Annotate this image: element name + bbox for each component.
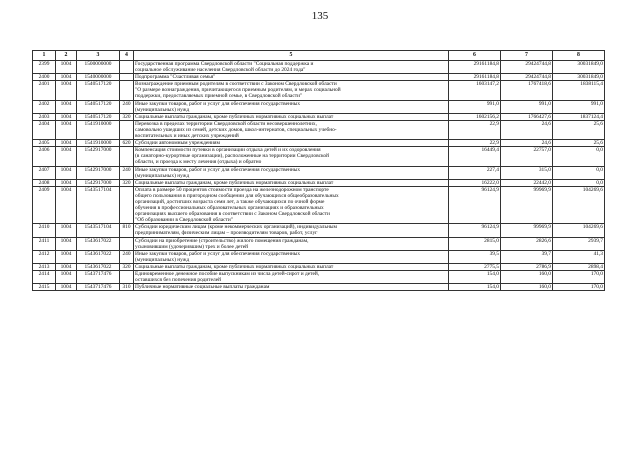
table-row [33, 166, 605, 179]
item-description: Социальные выплаты гражданам, кроме публичных нормативных социальных выплат [134, 179, 449, 186]
column-header: 2 [56, 51, 77, 61]
expense-type-code [120, 61, 134, 74]
row-number: 2412 [33, 250, 56, 263]
target-code: 1542917000 [77, 179, 120, 186]
amount-year-3: 41,3 [553, 250, 605, 263]
row-number: 2415 [33, 284, 56, 291]
item-description: Иные закупки товаров, работ и услуг для обеспечения государственных (муниципальных) нужд [134, 100, 449, 113]
amount-year-1: 29161184,8 [449, 74, 501, 81]
row-number: 2404 [33, 120, 56, 139]
table-row [33, 271, 605, 284]
amount-year-3: 170,0 [553, 284, 605, 291]
amount-year-1: 39,5 [449, 250, 501, 263]
item-description: Субсидии юридическим лицам (кроме некоммерческих организаций), индивидуальным предпринимателям, физическим лицам – производителям товаров, работ, услуг [134, 224, 449, 237]
amount-year-2: 24,6 [501, 140, 553, 147]
amount-year-3: 2898,4 [553, 263, 605, 270]
amount-year-1: 22,9 [449, 140, 501, 147]
amount-year-3: 0,0 [553, 166, 605, 179]
table-row [33, 263, 605, 270]
table-row [33, 284, 605, 291]
amount-year-3: 0,0 [553, 179, 605, 186]
expense-type-code: 620 [120, 140, 134, 147]
section-code: 1004 [56, 74, 77, 81]
expense-type-code [120, 237, 134, 250]
target-code: 1543517104 [77, 224, 120, 237]
table-row [33, 61, 605, 74]
item-description: Компенсация стоимости путевки в организации отдыха детей и их оздоровления (в санаторно-курортные организации), расположенные на территории Свердловской области, и проезда к месту лечения (отдыха) и обратно [134, 147, 449, 166]
expense-type-code [120, 186, 134, 224]
item-description: Публичные нормативные социальные выплаты гражданам [134, 284, 449, 291]
amount-year-3: 1837124,4 [553, 113, 605, 120]
section-code: 1004 [56, 61, 77, 74]
section-code: 1004 [56, 250, 77, 263]
target-code: 1500000000 [77, 61, 120, 74]
row-number: 2410 [33, 224, 56, 237]
amount-year-1: 22,9 [449, 120, 501, 139]
target-code: 1542917000 [77, 147, 120, 166]
amount-year-1: 154,0 [449, 271, 501, 284]
target-code: 1543517104 [77, 186, 120, 224]
section-code: 1004 [56, 120, 77, 139]
column-header: 4 [120, 51, 134, 61]
target-code: 1543617022 [77, 250, 120, 263]
row-number: 2399 [33, 61, 56, 74]
table-row [33, 250, 605, 263]
expense-type-code: 240 [120, 250, 134, 263]
expense-type-code: 310 [120, 284, 134, 291]
target-code: 1543717476 [77, 271, 120, 284]
section-code: 1004 [56, 263, 77, 270]
amount-year-2: 22757,0 [501, 147, 553, 166]
section-code: 1004 [56, 147, 77, 166]
row-number: 2400 [33, 74, 56, 81]
item-description: Единовременное денежное пособие выпускникам из числа детей-сирот и детей, оставшихся без попечения родителей [134, 271, 449, 284]
target-code: 1543617022 [77, 237, 120, 250]
table-row [33, 237, 605, 250]
amount-year-2: 2826,6 [501, 237, 553, 250]
row-number: 2402 [33, 100, 56, 113]
amount-year-2: 1767418,6 [501, 81, 553, 100]
item-description: Оплата в размере 50 процентов стоимости проезда на железнодорожном транспорте общего пользования в пригородном сообщении для обучающихся общеобразовательных организаций, достигших возраста семи лет, а также обучающихся по очной форме обучения в профессиональных образовательных организациях и образовательных организациях высшего образования в соответствии с Законом Свердловской области "Об образовании в Свердловской области" [134, 186, 449, 224]
amount-year-3: 25,6 [553, 140, 605, 147]
target-code: 1541910000 [77, 120, 120, 139]
item-description: Вознаграждение приемным родителям в соответствии с Законом Свердловской области "О размере вознаграждения, причитающегося приемным родителям, и мерах социальной поддержки, предоставляемых приемной семье, в Свердловской области" [134, 81, 449, 100]
amount-year-2: 160,0 [501, 271, 553, 284]
expense-type-code [120, 271, 134, 284]
table-row [33, 100, 605, 113]
table-row [33, 74, 605, 81]
expense-type-code [120, 120, 134, 139]
amount-year-3: 30031849,0 [553, 61, 605, 74]
amount-year-1: 2815,0 [449, 237, 501, 250]
column-header: 1 [33, 51, 56, 61]
section-code: 1004 [56, 237, 77, 250]
table-body [33, 61, 605, 291]
item-description: Субсидии автономным учреждениям [134, 140, 449, 147]
header-row [33, 51, 605, 61]
target-code: 1540000000 [77, 74, 120, 81]
row-number: 2407 [33, 166, 56, 179]
section-code: 1004 [56, 284, 77, 291]
target-code: 1543617022 [77, 263, 120, 270]
amount-year-2: 99969,9 [501, 224, 553, 237]
row-number: 2413 [33, 263, 56, 270]
target-code: 1540517120 [77, 81, 120, 100]
expense-type-code: 240 [120, 166, 134, 179]
amount-year-2: 315,0 [501, 166, 553, 179]
item-description: Субсидии на приобретение (строительство) жилого помещения гражданам, усыновившим (удочерившим) трех и более детей [134, 237, 449, 250]
section-code: 1004 [56, 81, 77, 100]
item-description: Иные закупки товаров, работ и услуг для обеспечения государственных (муниципальных) нужд [134, 166, 449, 179]
amount-year-2: 22442,0 [501, 179, 553, 186]
item-description: Социальные выплаты гражданам, кроме публичных нормативных социальных выплат [134, 263, 449, 270]
expense-type-code [120, 81, 134, 100]
section-code: 1004 [56, 140, 77, 147]
expense-type-code: 320 [120, 263, 134, 270]
target-code: 1540517120 [77, 100, 120, 113]
expense-type-code: 240 [120, 100, 134, 113]
amount-year-2: 1766427,6 [501, 113, 553, 120]
amount-year-2: 39,7 [501, 250, 553, 263]
section-code: 1004 [56, 100, 77, 113]
table-row [33, 147, 605, 166]
table-row [33, 113, 605, 120]
row-number: 2403 [33, 113, 56, 120]
section-code: 1004 [56, 186, 77, 224]
amount-year-1: 16222,0 [449, 179, 501, 186]
table-row [33, 186, 605, 224]
row-number: 2401 [33, 81, 56, 100]
row-number: 2405 [33, 140, 56, 147]
section-code: 1004 [56, 224, 77, 237]
row-number: 2408 [33, 179, 56, 186]
section-code: 1004 [56, 179, 77, 186]
amount-year-2: 991,0 [501, 100, 553, 113]
item-description: Государственная программа Свердловской области "Социальная поддержка и социальное обслуживание населения Свердловской области до 2024 года" [134, 61, 449, 74]
item-description: Социальные выплаты гражданам, кроме публичных нормативных социальных выплат [134, 113, 449, 120]
column-header: 8 [553, 51, 605, 61]
amount-year-1: 1603147,2 [449, 81, 501, 100]
amount-year-3: 170,0 [553, 271, 605, 284]
amount-year-3: 104269,6 [553, 224, 605, 237]
amount-year-2: 160,0 [501, 284, 553, 291]
column-header: 6 [449, 51, 501, 61]
section-code: 1004 [56, 166, 77, 179]
table-row [33, 224, 605, 237]
column-header: 3 [77, 51, 120, 61]
section-code: 1004 [56, 113, 77, 120]
table-row [33, 81, 605, 100]
amount-year-1: 29161184,8 [449, 61, 501, 74]
target-code: 1543717476 [77, 284, 120, 291]
amount-year-3: 30031849,0 [553, 74, 605, 81]
item-description: Подпрограмма "Счастливая семья" [134, 74, 449, 81]
amount-year-3: 991,0 [553, 100, 605, 113]
column-header: 5 [134, 51, 449, 61]
table-row [33, 179, 605, 186]
amount-year-3: 2939,7 [553, 237, 605, 250]
target-code: 1542917000 [77, 166, 120, 179]
table-row [33, 140, 605, 147]
expense-type-code: 320 [120, 113, 134, 120]
target-code: 1541910000 [77, 140, 120, 147]
amount-year-3: 25,6 [553, 120, 605, 139]
budget-table [32, 50, 605, 291]
amount-year-1: 154,0 [449, 284, 501, 291]
amount-year-1: 1602156,2 [449, 113, 501, 120]
amount-year-1: 991,0 [449, 100, 501, 113]
section-code: 1004 [56, 271, 77, 284]
expense-type-code [120, 74, 134, 81]
amount-year-2: 2786,9 [501, 263, 553, 270]
amount-year-2: 29424744,8 [501, 74, 553, 81]
amount-year-1: 96124,9 [449, 186, 501, 224]
page-number: 135 [311, 10, 329, 22]
amount-year-2: 29424744,8 [501, 61, 553, 74]
amount-year-1: 227,4 [449, 166, 501, 179]
target-code: 1540517120 [77, 113, 120, 120]
amount-year-1: 96124,9 [449, 224, 501, 237]
column-header: 7 [501, 51, 553, 61]
row-number: 2411 [33, 237, 56, 250]
amount-year-3: 1838115,4 [553, 81, 605, 100]
expense-type-code [120, 147, 134, 166]
amount-year-3: 104269,6 [553, 186, 605, 224]
amount-year-2: 99969,9 [501, 186, 553, 224]
row-number: 2414 [33, 271, 56, 284]
row-number: 2406 [33, 147, 56, 166]
item-description: Перевозка в пределах территории Свердловской области несовершеннолетних, самовольно ушедших из семей, детских домов, школ-интернатов, специальных учебно- воспитательных и иных детских учреждений [134, 120, 449, 139]
amount-year-1: 16449,4 [449, 147, 501, 166]
row-number: 2409 [33, 186, 56, 224]
item-description: Иные закупки товаров, работ и услуг для обеспечения государственных (муниципальных) нужд [134, 250, 449, 263]
amount-year-3: 0,0 [553, 147, 605, 166]
amount-year-2: 24,6 [501, 120, 553, 139]
expense-type-code: 810 [120, 224, 134, 237]
expense-type-code: 320 [120, 179, 134, 186]
table-row [33, 120, 605, 139]
amount-year-1: 2775,5 [449, 263, 501, 270]
